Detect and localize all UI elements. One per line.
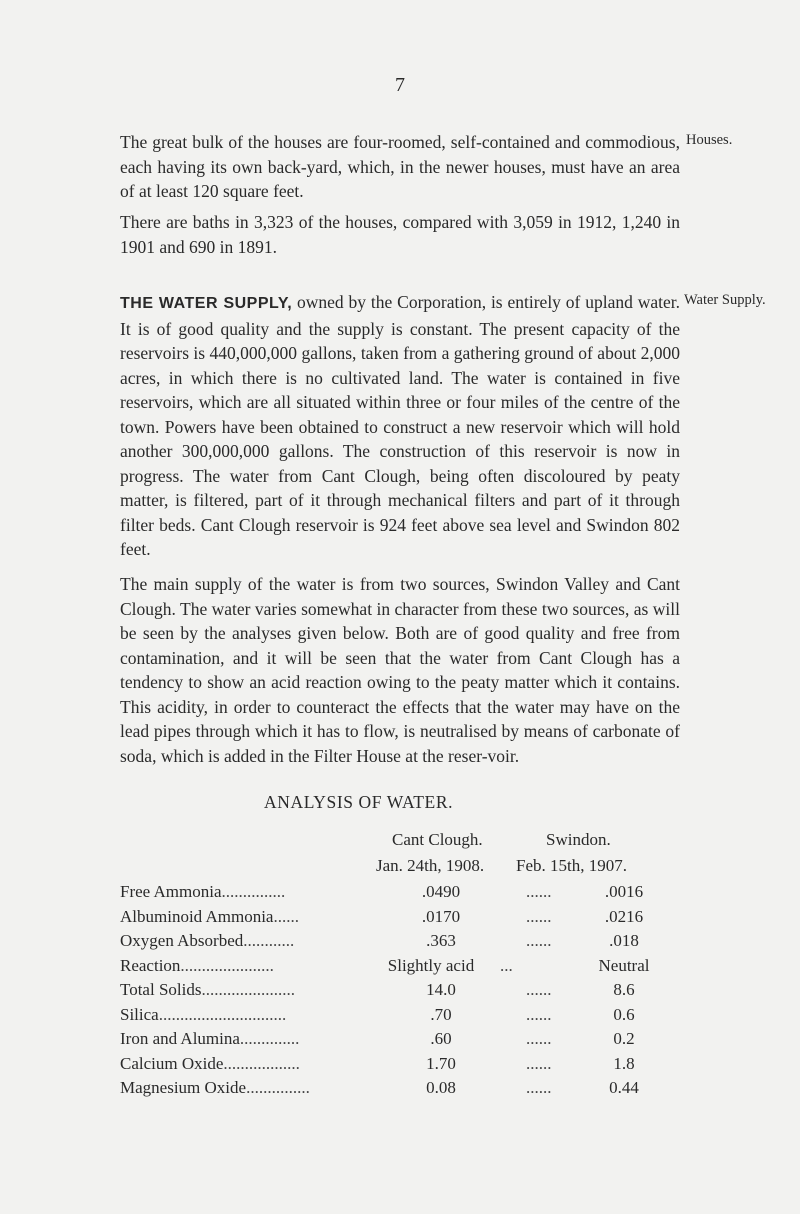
value-swindon: .0216 — [604, 906, 644, 926]
analysis-title: ANALYSIS OF WATER. — [264, 792, 454, 812]
row-leader: .............. — [239, 1029, 300, 1048]
table-row — [120, 980, 720, 1004]
row-separator: ...... — [526, 980, 552, 999]
row-separator: ... — [500, 955, 513, 975]
column-date-cant-clough: Jan. 24th, 1908. — [376, 856, 485, 875]
value-cant-clough: .60 — [430, 1029, 452, 1048]
table-row — [120, 956, 720, 980]
table-row — [120, 1005, 720, 1029]
paragraph-main-supply: The main supply of the water is from two sources, Swindon Valley and Cant Clough. The water varies somewhat in character from these two sources, as will be seen by the analyses given below. Both are of good quality and free from contamination, and it will be seen that the water from Cant Clough has a tendency to show an acid reaction owing to the peaty matter which it contains. This acidity, in order to counteract the effects that the water may have on the lead pipes through which it has to flow, is neutralised by means of carbonate of soda, which is added in the Filter House at the reser-voir. — [120, 574, 680, 766]
row-label: Magnesium Oxide ............... — [120, 1078, 310, 1097]
row-separator: ...... — [526, 1053, 552, 1073]
paragraph-text: owned by the Corporation, is entirely of upland water. It is of good quality and the supply is constant. The present capacity of the reservoirs is 440,000,000 gallons, taken from a gathering ground of about 2,000 acres, in which there is no cultivated land. The water is contained in five reservoirs, which are all situated within three or four miles of the centre of the town. Powers have been obtained to construct a new reservoir which will hold another 300,000,000 gallons. The construction of this reservoir is now in progress. The water from Cant Clough, being often discoloured by peaty matter, is filtered, part of it through mechanical filters and part of it through filter beds. Cant Clough reservoir is 924 feet above sea level and Swindon 802 feet. — [120, 292, 680, 559]
paragraph-houses: The great bulk of the houses are four-roomed, self-contained and commodious, each having its own back-yard, which, in the newer houses, must have an area of at least 120 square feet. — [120, 132, 680, 201]
paragraph-water-supply — [120, 290, 680, 562]
row-label: Free Ammonia ............... — [120, 882, 286, 901]
row-separator: ...... — [526, 931, 552, 950]
row-label: Silica .............................. — [120, 1004, 287, 1024]
value-cant-clough: 1.70 — [426, 1053, 456, 1073]
row-label: Iron and Alumina .............. — [120, 1029, 300, 1048]
column-date-swindon: Feb. 15th, 1907. — [516, 856, 627, 875]
row-leader: ...................... — [180, 955, 274, 975]
value-cant-clough: .363 — [426, 931, 456, 950]
column-head-cant-clough: Cant Clough. — [392, 830, 483, 849]
value-cant-clough: .70 — [430, 1004, 452, 1024]
value-swindon: 8.6 — [613, 980, 635, 999]
table-row — [120, 1078, 720, 1102]
value-cant-clough: Slightly acid — [387, 955, 475, 975]
table-row — [120, 1054, 720, 1078]
column-head-swindon: Swindon. — [546, 830, 611, 849]
row-label: Calcium Oxide .................. — [120, 1053, 300, 1073]
row-leader: .............................. — [158, 1004, 287, 1024]
row-separator: ...... — [526, 1004, 552, 1024]
page-number: 7 — [395, 74, 405, 96]
row-leader: ...... — [273, 906, 299, 926]
value-swindon: Neutral — [598, 955, 650, 975]
row-label: Albuminoid Ammonia ...... — [120, 906, 299, 926]
row-leader: .................. — [223, 1053, 300, 1073]
row-separator: ...... — [526, 1029, 552, 1048]
value-swindon: 0.44 — [609, 1078, 639, 1097]
value-cant-clough: 0.08 — [426, 1078, 456, 1097]
row-leader: ............ — [243, 931, 295, 950]
table-row — [120, 882, 720, 906]
margin-note-houses: Houses. — [686, 132, 733, 148]
section-heading: THE WATER SUPPLY, — [120, 295, 293, 312]
value-cant-clough: .0170 — [421, 906, 461, 926]
value-swindon: 1.8 — [613, 1053, 635, 1073]
row-leader: ............... — [246, 1078, 310, 1097]
row-separator: ...... — [526, 882, 552, 901]
margin-note-water-supply: Water Supply. — [684, 292, 766, 308]
row-separator: ...... — [526, 1078, 552, 1097]
row-label: Oxygen Absorbed ............ — [120, 931, 295, 950]
value-swindon: 0.6 — [613, 1004, 635, 1024]
value-swindon: 0.2 — [613, 1029, 635, 1048]
value-cant-clough: 14.0 — [426, 980, 456, 999]
value-cant-clough: .0490 — [421, 882, 461, 901]
value-swindon: .018 — [609, 931, 639, 950]
row-label: Reaction ...................... — [120, 955, 274, 975]
table-row — [120, 907, 720, 931]
row-leader: ...................... — [201, 980, 295, 999]
paragraph-baths: There are baths in 3,323 of the houses, compared with 3,059 in 1912, 1,240 in 1901 and 690 in 1891. — [120, 212, 680, 257]
value-swindon: .0016 — [604, 882, 644, 901]
table-row — [120, 931, 720, 955]
table-row — [120, 1029, 720, 1053]
row-leader: ............... — [221, 882, 286, 901]
row-label: Total Solids ...................... — [120, 980, 295, 999]
row-separator: ...... — [526, 906, 552, 926]
